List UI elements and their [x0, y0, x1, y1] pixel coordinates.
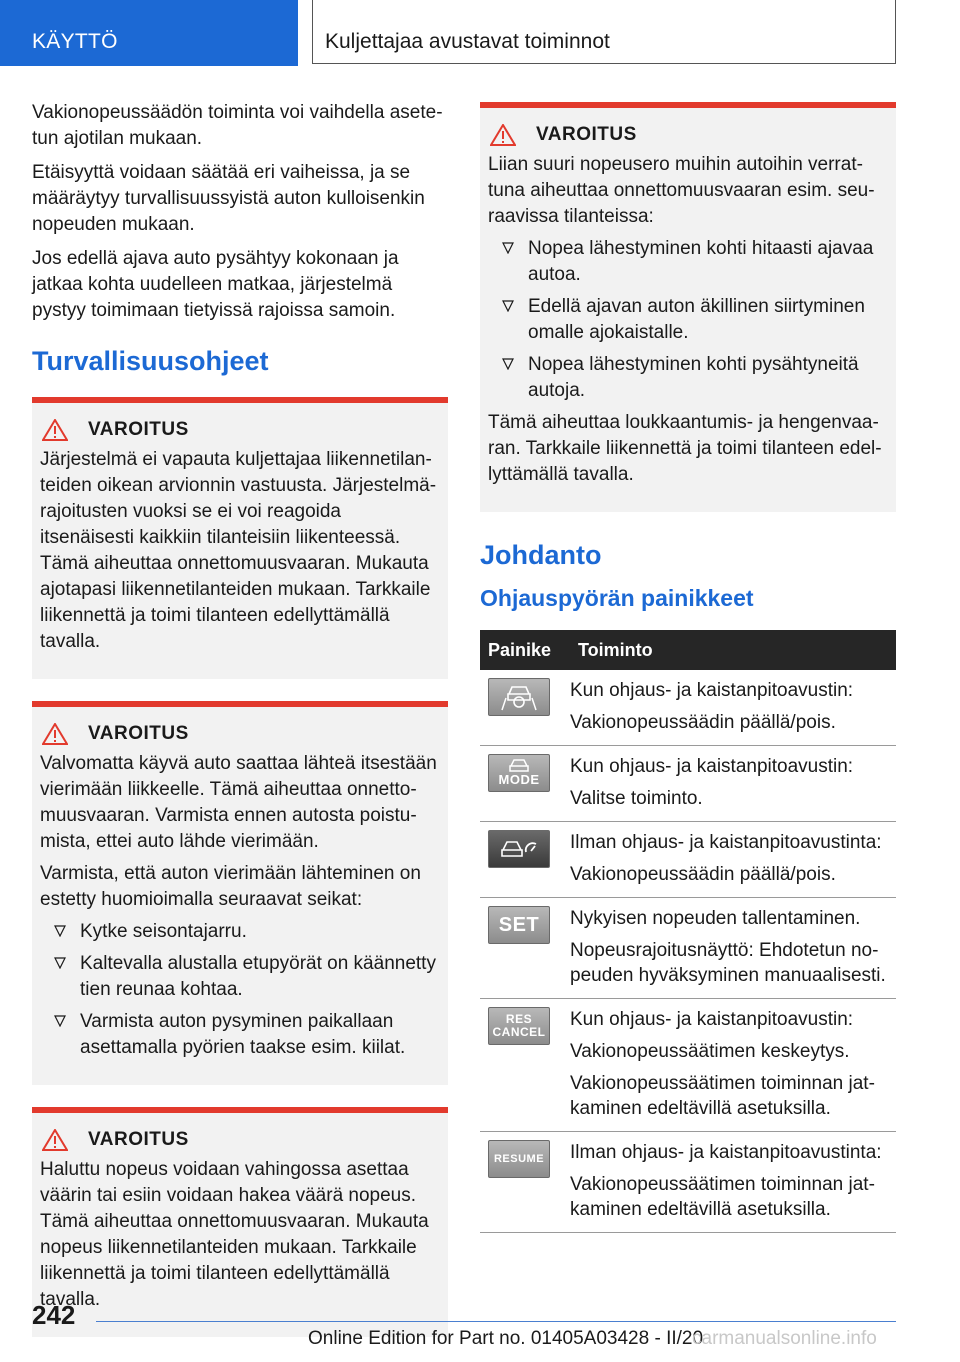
function-text: Kun ohjaus- ja kaistanpitoavustin: [570, 680, 854, 701]
list-item: Nopea lähestyminen kohti pysähtyneitä autoja. [488, 352, 886, 404]
warning-box [32, 701, 448, 1085]
function-text: Vakionopeussäädin päällä/pois. [570, 864, 836, 885]
warning-title: VAROITUS [88, 419, 189, 440]
warning-text: Järjestelmä ei vapauta kuljettajaa liikennetilanteiden oikean arvionnin vastuusta. Järjestelmärajoitusten vuoksi se ei voi reagoida itsenäisesti kaikkiin tilanteisiin liikenteessä. Tämä aiheuttaa onnettomuusvaaran. Mukauta ajotapasi liikennetilanteiden mukaan. Tarkkaile liikennettä ja toimi tilanteen edellyttämällä tavalla. [40, 449, 437, 652]
warning-triangle-icon [490, 124, 516, 146]
warning-title: VAROITUS [88, 723, 189, 744]
section-title: KÄYTTÖ [0, 0, 298, 66]
function-text: Vakionopeussäätimen toiminnan jatkaminen edeltävillä asetuksilla. [570, 1174, 875, 1220]
list-item: Kytke seisontajarru. [40, 919, 438, 945]
function-text: Vakionopeussäätimen toiminnan jatkaminen edeltävillä asetuksilla. [570, 1073, 875, 1119]
section-heading-safety: Turvallisuusohjeet [32, 346, 269, 376]
warning-triangle-icon [42, 723, 68, 745]
mode-button-label: MODE [498, 772, 540, 787]
function-text: Nopeusrajoitusnäyttö: Ehdotetun nopeuden hyväksyminen manuaalisesti. [570, 940, 886, 986]
bullet-triangle-icon [54, 1015, 66, 1027]
right-column [480, 102, 896, 1233]
edition-text: Online Edition for Part no. 01405A03428 - II/20 [308, 1328, 704, 1349]
bullet-list [40, 919, 438, 1061]
intro-paragraph: Vakionopeussäädön toiminta voi vaihdella asetetun ajotilan mukaan. [32, 102, 443, 149]
function-text: Ilman ohjaus- ja kaistanpitoavustinta: [570, 832, 882, 853]
function-text: Kun ohjaus- ja kaistanpitoavustin: [570, 756, 854, 777]
res-cancel-button-label: RES CANCEL [492, 1012, 546, 1039]
resume-button-icon [488, 1140, 550, 1178]
function-text: Vakionopeussäädin päällä/pois. [570, 712, 836, 733]
table-row [480, 670, 896, 746]
footer-divider [96, 1321, 896, 1322]
list-item: Edellä ajavan auton äkillinen siirtyminen omalle ajokaistalle. [488, 294, 886, 346]
table-row [480, 999, 896, 1132]
res-cancel-button-icon [488, 1007, 550, 1045]
warning-text: Varmista, että auton vierimään lähteminen on estetty huomioimalla seuraavat seikat: [40, 863, 421, 910]
warning-title: VAROITUS [88, 1129, 189, 1150]
bullet-triangle-icon [54, 957, 66, 969]
list-item: Kaltevalla alustalla etupyörät on käännetty tien reunaa kohtaa. [40, 951, 438, 1003]
function-text: Ilman ohjaus- ja kaistanpitoavustinta: [570, 1142, 882, 1163]
warning-text: Valvomatta käyvä auto saattaa lähteä itsestään vierimään liikkeelle. Tämä aiheuttaa onnettomuusvaaran. Varmista ennen autosta poistumista, ettei auto lähde vierimään. [40, 753, 437, 852]
buttons-table [480, 630, 896, 1233]
warning-triangle-icon [42, 1129, 68, 1151]
section-heading-intro: Johdanto [480, 540, 602, 570]
subheading-buttons: Ohjauspyörän painikkeet [480, 585, 754, 611]
resume-button-label: RESUME [493, 1152, 545, 1165]
column-header-function: Toiminto [570, 630, 896, 670]
warning-box [480, 102, 896, 512]
set-button-icon [488, 906, 550, 944]
column-header-button: Painike [480, 630, 570, 670]
warning-title: VAROITUS [536, 124, 637, 145]
left-column [32, 100, 448, 1359]
warning-box [32, 1107, 448, 1337]
table-row [480, 1132, 896, 1233]
table-row [480, 746, 896, 822]
warning-text: Liian suuri nopeusero muihin autoihin verrattuna aiheuttaa onnettomuusvaaran esim. seuraavissa tilanteissa: [488, 154, 875, 227]
warning-triangle-icon [42, 419, 68, 441]
warning-text: Haluttu nopeus voidaan vahingossa asettaa väärin tai esiin voidaan hakea väärä nopeus. Tämä aiheuttaa onnettomuusvaaran. Mukauta nopeus liikennetilanteiden mukaan. Tarkkaile liikennettä ja toimi tilanteen edellyttämällä tavalla. [40, 1159, 429, 1310]
bullet-triangle-icon [502, 358, 514, 370]
bullet-triangle-icon [54, 925, 66, 937]
table-row [480, 898, 896, 999]
function-text: Valitse toiminto. [570, 788, 703, 809]
bullet-triangle-icon [502, 242, 514, 254]
table-header-row [480, 630, 896, 670]
list-item: Varmista auton pysyminen paikallaan asettamalla pyörien taakse esim. kiilat. [40, 1009, 438, 1061]
mode-button-icon [488, 754, 550, 792]
function-text: Kun ohjaus- ja kaistanpitoavustin: [570, 1009, 854, 1030]
warning-box [32, 397, 448, 679]
list-item: Nopea lähestyminen kohti hitaasti ajavaa autoa. [488, 236, 886, 288]
watermark: carmanualsonline.info [692, 1328, 877, 1349]
intro-paragraph: Etäisyyttä voidaan säätää eri vaiheissa, ja se määräytyy turvallisuussyistä auton kulloisenkin nopeuden mukaan. [32, 162, 425, 235]
chapter-title: Kuljettajaa avustavat toiminnot [312, 0, 896, 64]
table-row [480, 822, 896, 898]
intro-paragraph: Jos edellä ajava auto pysähtyy kokonaan ja jatkaa kohta uudelleen matkaa, järjestelmä pystyy toimimaan tietyissä rajoissa samoin. [32, 248, 399, 321]
page-header [0, 0, 960, 66]
page-number: 242 [32, 1300, 76, 1330]
cruise-control-button-icon [488, 830, 550, 868]
steering-assist-button-icon [488, 678, 550, 716]
bullet-list [488, 236, 886, 404]
function-text: Nykyisen nopeuden tallentaminen. [570, 908, 861, 929]
set-button-label: SET [498, 913, 540, 936]
function-text: Vakionopeussäätimen keskeytys. [570, 1041, 850, 1062]
warning-text: Tämä aiheuttaa loukkaantumis- ja hengenvaaran. Tarkkaile liikennettä ja toimi tilanteen edellyttämällä tavalla. [488, 412, 882, 485]
bullet-triangle-icon [502, 300, 514, 312]
